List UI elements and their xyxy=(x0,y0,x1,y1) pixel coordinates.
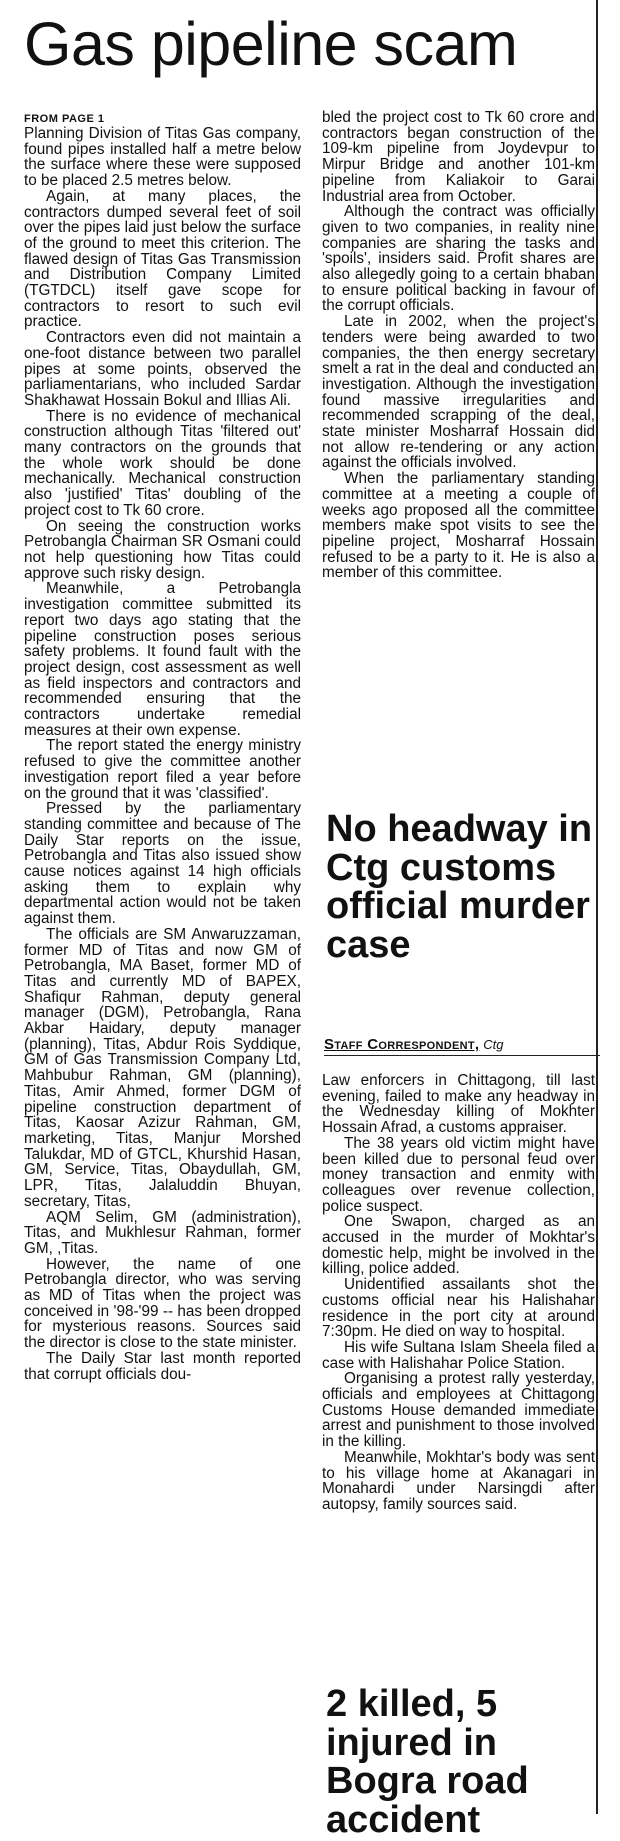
story-headline-customs: No headway in Ctg customs official murder case xyxy=(326,808,593,966)
paragraph: Planning Division of Titas Gas company, found pipes installed half a metre below the surface where these were supposed to be placed 2.5 metres below. xyxy=(24,125,301,190)
paragraph: AQM Selim, GM (administration), Titas, and Mukhlesur Rahman, former GM, ,Titas. xyxy=(24,1208,301,1257)
paragraph: Pressed by the parliamentary standing committee and because of The Daily Star reports on the issue, Petrobangla and Titas also issued show cause notices against 14 high officials asking them to explain why departmental action would not be taken against them. xyxy=(24,800,301,928)
right-column-continuation xyxy=(322,110,595,581)
paragraph: The officials are SM Anwaruzzaman, former MD of Titas and now GM of Petrobangla, MA Baset, former MD of Titas and currently MD of BAPEX, Shafiqur Rahman, deputy general manager (DGM), Petrobangla, Rana Akbar Haidary, deputy manager (planning), Titas, Abdur Rois Syddique, GM of Gas Transmission Company Ltd, Mahbubur Rahman, GM (planning), Titas, Amir Ahmed, former DGM of pipeline construction department of Titas, Kaosar Azizur Rahman, GM, marketing, Titas, Manjur Morshed Talukdar, MD of GTCL, Khurshid Hasan, GM, Service, Titas, Obaydullah, GM, LPR, Titas, Jalaluddin Bhuyan, secretary, Titas, xyxy=(24,925,301,1210)
paragraph: However, the name of one Petrobangla director, who was serving as MD of Titas when the project was conceived in '98-'99 -- has been dropped for mysterious reasons. Sources said the director is close to the state minister. xyxy=(24,1255,301,1352)
customs-story-body xyxy=(322,1073,595,1513)
byline xyxy=(324,1036,600,1056)
paragraph: Again, at many places, the contractors dumped several feet of soil over the pipes laid just below the surface of the ground to meet this criterion. The flawed design of Titas Gas Transmission and Distribution Company Limited (TGTDCL) itself gave scope for contractors to resort to such evil practice. xyxy=(24,187,301,331)
jump-label: FROM PAGE 1 xyxy=(24,113,105,125)
paragraph: Although the contract was officially given to two companies, in reality nine companies are sharing the tasks and 'spoils', insiders said. Profit shares are also allegedly going to a certain bhaban to ensure political backing in favour of the corrupt officials. xyxy=(322,203,595,315)
column-rule xyxy=(596,0,598,1814)
byline-author: Staff Correspondent, xyxy=(324,1036,480,1053)
left-column xyxy=(24,113,301,1382)
paragraph: Organising a protest rally yesterday, officials and employees at Chittagong Customs House demanded immediate arrest and punishment to those involved in the killing. xyxy=(322,1370,595,1451)
paragraph: His wife Sultana Islam Sheela filed a case with Halishahar Police Station. xyxy=(322,1338,595,1372)
paragraph: Contractors even did not maintain a one-foot distance between two parallel pipes at some points, observed the parliamentarians, who included Sardar Shakhawat Hossain Bokul and Illias Ali. xyxy=(24,329,301,409)
story-headline-bogra: 2 killed, 5 injured in Bogra road accident xyxy=(326,1683,529,1841)
paragraph: The 38 years old victim might have been killed due to personal feud over money transaction and enmity with colleagues over revenue collection, police suspect. xyxy=(322,1134,595,1215)
paragraph: Meanwhile, Mokhtar's body was sent to his village home at Akanagari in Monahardi under Narsingdi after autopsy, family sources said. xyxy=(322,1448,595,1513)
paragraph: One Swapon, charged as an accused in the murder of Mokhtar's domestic help, might be involved in the killing, police added. xyxy=(322,1213,595,1278)
paragraph: There is no evidence of mechanical construction although Titas 'filtered out' many contractors on the grounds that the whole work should be done mechanically. Mechanical construction also 'justified' Titas' doubling of the project cost to Tk 60 crore. xyxy=(24,407,301,519)
paragraph: When the parliamentary standing committee at a meeting a couple of weeks ago proposed all the committee members make spot visits to see the pipeline project, Mosharraf Hossain refused to be a party to it. He is also a member of this committee. xyxy=(322,470,595,582)
paragraph: The Daily Star last month reported that corrupt officials dou- xyxy=(24,1349,301,1383)
paragraph: The report stated the energy ministry refused to give the committee another investigation report filed a year before on the ground that it was 'classified'. xyxy=(24,737,301,802)
paragraph: Law enforcers in Chittagong, till last evening, failed to make any headway in the Wednesday killing of Mokhter Hossain Afrad, a customs appraiser. xyxy=(322,1072,595,1137)
paragraph: bled the project cost to Tk 60 crore and contractors began construction of the 109-km pipeline from Joydevpur to Mirpur Bridge and another 101-km pipeline from Kaliakoir to Garai Industrial area from October. xyxy=(322,109,595,205)
paragraph: Unidentified assailants shot the customs official near his Halishahar residence in the port city at around 7:30pm. He died on way to hospital. xyxy=(322,1276,595,1341)
paragraph: Late in 2002, when the project's tenders were being awarded to two companies, the then energy secretary smelt a rat in the deal and conducted an investigation. Although the investigation found massive irregularities and recommended scrapping of the deal, state minister Mosharraf Hossain did not allow re-tendering or any action against the officials involved. xyxy=(322,313,595,472)
byline-location: Ctg xyxy=(483,1037,504,1052)
paragraph: On seeing the construction works Petrobangla Chairman SR Osmani could not help questioning how Titas could approve such risky design. xyxy=(24,517,301,582)
paragraph: Meanwhile, a Petrobangla investigation committee submitted its report two days ago stating that the pipeline construction poses serious safety problems. It found fault with the project design, cost assessment as well as field inspectors and contractors and recommended ensuring that the contractors undertake remedial measures at their own expense. xyxy=(24,580,301,739)
main-headline: Gas pipeline scam xyxy=(24,10,518,78)
